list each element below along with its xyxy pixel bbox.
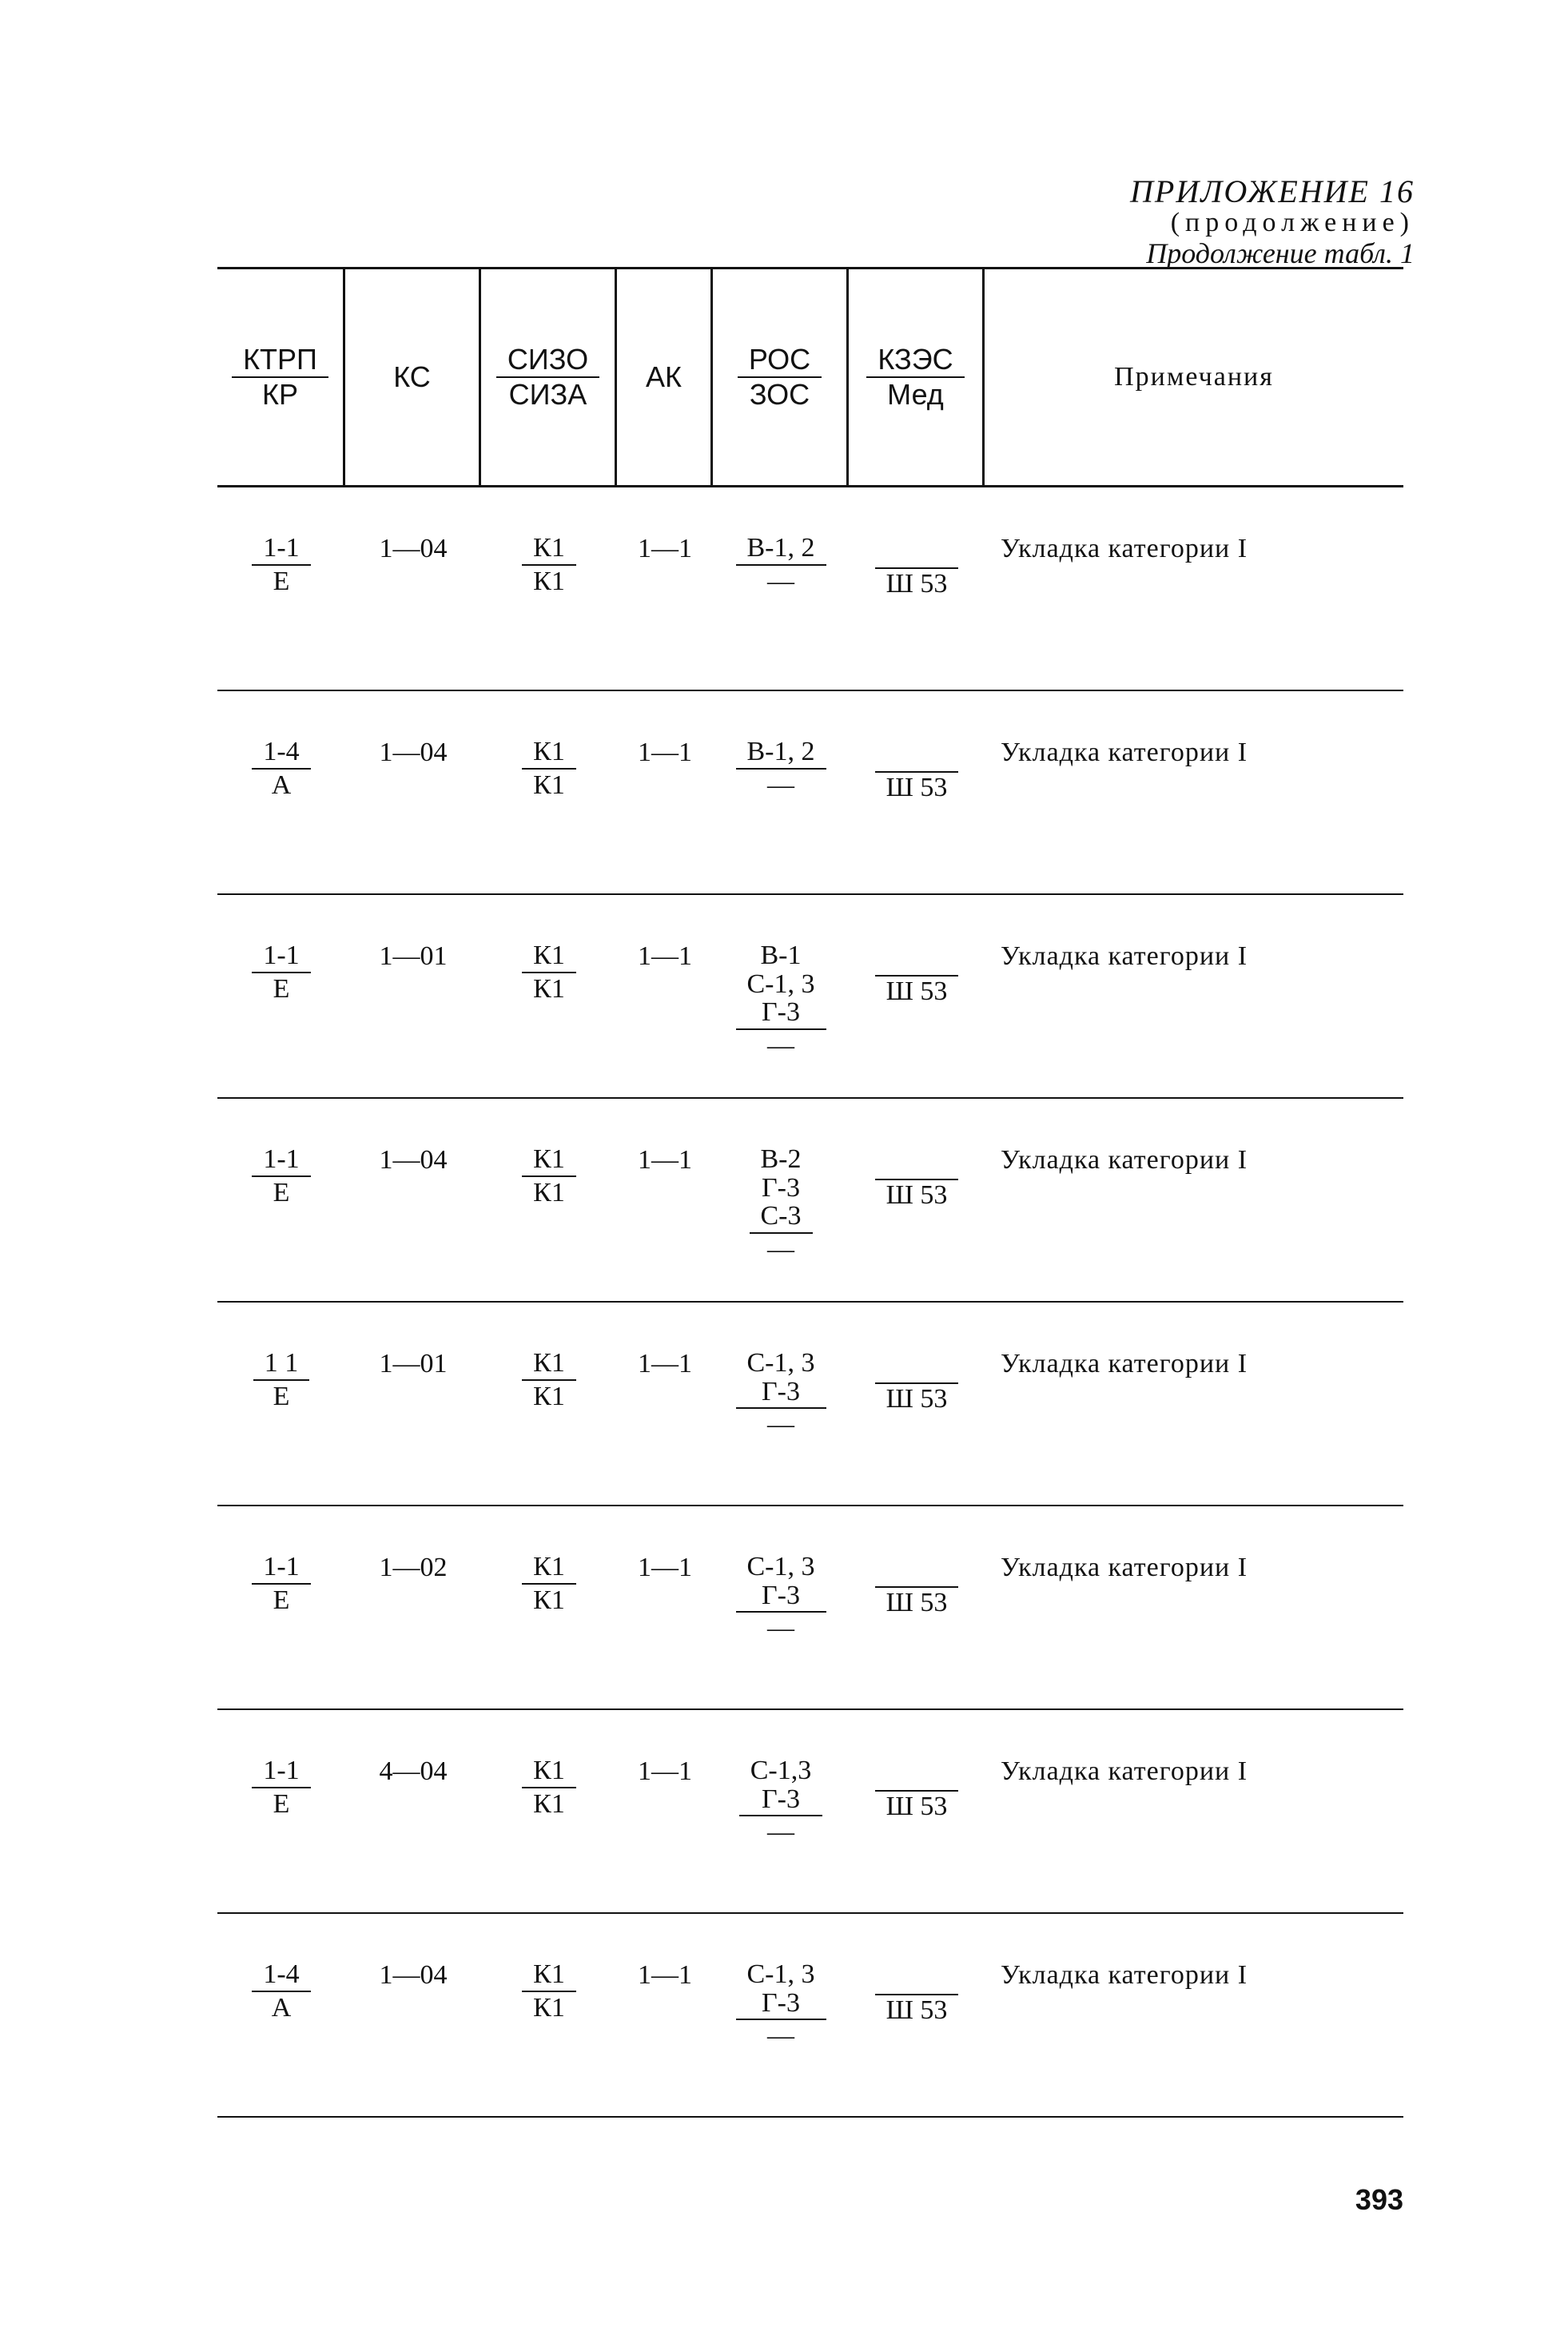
ks-value: 1—04 (379, 534, 448, 563)
cell-ks (345, 487, 481, 690)
table-body (217, 487, 1403, 2118)
sizo-value: К1 (522, 534, 576, 566)
col-ros-zos (713, 269, 849, 485)
cell-kzes-med (849, 1303, 985, 1505)
ks-value: 1—01 (379, 1349, 448, 1378)
ktrp-value: 1-4 (252, 738, 310, 770)
table-continuation-label: Продолжение табл. 1 (1146, 237, 1415, 269)
cell-note (985, 691, 1403, 893)
cell-ak (617, 1710, 713, 1912)
cell-ks (345, 691, 481, 893)
ros-value: С-1, 3 (746, 1552, 815, 1581)
cell-ak (617, 1303, 713, 1505)
ak-value: 1—1 (638, 1960, 692, 1990)
cell-kzes-med (849, 895, 985, 1097)
cell-ros-zos (713, 895, 849, 1097)
sizo-value: К1 (522, 1960, 576, 1992)
ros-value: В-2 (760, 1144, 802, 1174)
cell-ak (617, 1506, 713, 1708)
med-value: Ш 53 (875, 1790, 959, 1912)
ak-value: 1—1 (638, 1553, 692, 1582)
cell-ktrp-kr (217, 487, 345, 690)
cell-ks (345, 1099, 481, 1301)
ros-value: Г-3 (762, 1784, 800, 1814)
col-notes-label: Примечания (1114, 362, 1274, 392)
zos-value: — (767, 1410, 794, 1440)
ak-value: 1—1 (638, 738, 692, 767)
zos-value: — (767, 1613, 794, 1644)
table-row (217, 1303, 1403, 1506)
note-value: Укладка категории I (1001, 1756, 1248, 1786)
cell-sizo-siza (481, 1914, 617, 2116)
table-row (217, 691, 1403, 895)
siza-value: К1 (533, 1585, 565, 1615)
col-ak-label: АК (646, 360, 682, 393)
cell-ktrp-kr (217, 691, 345, 893)
cell-ros-zos (713, 1710, 849, 1912)
med-value: Ш 53 (875, 1586, 959, 1708)
col-sizo-siza (481, 269, 617, 485)
ks-value: 1—04 (379, 1145, 448, 1175)
cell-note (985, 1914, 1403, 2116)
note-value: Укладка категории I (1001, 738, 1248, 767)
med-value: Ш 53 (875, 1994, 959, 2116)
sizo-value: К1 (522, 1145, 576, 1177)
ak-value: 1—1 (638, 1349, 692, 1378)
cell-ks (345, 1914, 481, 2116)
med-value: Ш 53 (875, 1179, 959, 1301)
kr-value: А (271, 770, 292, 800)
cell-ktrp-kr (217, 1099, 345, 1301)
siza-value: К1 (533, 1992, 565, 2023)
col-kr-label: КР (262, 378, 298, 411)
cell-ros-zos (713, 1099, 849, 1301)
col-ktrp-kr (217, 269, 345, 485)
siza-value: К1 (533, 973, 565, 1004)
cell-ros-zos (713, 1506, 849, 1708)
med-value: Ш 53 (875, 975, 959, 1097)
note-value: Укладка категории I (1001, 1553, 1248, 1582)
table-row (217, 487, 1403, 691)
ros-stack (736, 1349, 826, 1409)
cell-kzes-med (849, 691, 985, 893)
cell-ks (345, 895, 481, 1097)
ktrp-value: 1 1 (253, 1349, 310, 1381)
cell-ak (617, 691, 713, 893)
cell-sizo-siza (481, 895, 617, 1097)
kr-value: А (271, 1992, 292, 2023)
col-notes (985, 269, 1403, 485)
ros-value: Г-3 (762, 1580, 800, 1610)
note-value: Укладка категории I (1001, 941, 1248, 971)
ktrp-value: 1-1 (252, 1145, 310, 1177)
page-number: 393 (1355, 2183, 1403, 2216)
cell-sizo-siza (481, 1099, 617, 1301)
cell-note (985, 1710, 1403, 1912)
ros-value: Г-3 (762, 997, 800, 1028)
kr-value: Е (273, 566, 290, 596)
ks-value: 1—01 (379, 941, 448, 971)
kr-value: Е (273, 1585, 290, 1615)
note-value: Укладка категории I (1001, 1960, 1248, 1990)
cell-ros-zos (713, 691, 849, 893)
cell-ros-zos (713, 1914, 849, 2116)
ks-value: 1—02 (379, 1553, 448, 1582)
note-value: Укладка категории I (1001, 1145, 1248, 1175)
cell-ak (617, 1099, 713, 1301)
col-siza-label: СИЗА (508, 378, 587, 411)
siza-value: К1 (533, 1788, 565, 1819)
cell-sizo-siza (481, 1710, 617, 1912)
ks-value: 1—04 (379, 1960, 448, 1990)
table-row (217, 1506, 1403, 1710)
cell-sizo-siza (481, 691, 617, 893)
cell-note (985, 1099, 1403, 1301)
note-value: Укладка категории I (1001, 534, 1248, 563)
sizo-value: К1 (522, 1553, 576, 1585)
kr-value: Е (273, 1788, 290, 1819)
ros-value: С-1, 3 (746, 1959, 815, 1989)
col-ros-label: РОС (738, 344, 822, 378)
data-table (217, 267, 1403, 2118)
cell-ak (617, 895, 713, 1097)
col-ktrp-label: КТРП (232, 344, 328, 378)
cell-kzes-med (849, 1506, 985, 1708)
cell-ktrp-kr (217, 1303, 345, 1505)
ros-stack (736, 1553, 826, 1613)
ak-value: 1—1 (638, 1145, 692, 1175)
ros-stack (750, 1145, 813, 1234)
ktrp-value: 1-1 (252, 1756, 310, 1788)
cell-sizo-siza (481, 487, 617, 690)
appendix-title: ПРИЛОЖЕНИЕ 16 (1130, 173, 1415, 209)
med-value: Ш 53 (875, 567, 959, 690)
med-value: Ш 53 (875, 771, 959, 893)
col-ks-label: КС (393, 360, 431, 393)
ros-value: С-1,3 (750, 1756, 812, 1785)
ros-stack (736, 534, 826, 566)
table-row (217, 1710, 1403, 1914)
ak-value: 1—1 (638, 941, 692, 971)
page-header (1130, 174, 1415, 269)
col-med-label: Мед (887, 378, 944, 411)
cell-kzes-med (849, 1099, 985, 1301)
ktrp-value: 1-4 (252, 1960, 310, 1992)
ros-stack (736, 738, 826, 770)
cell-note (985, 1303, 1403, 1505)
ktrp-value: 1-1 (252, 534, 310, 566)
ros-stack (739, 1756, 823, 1816)
siza-value: К1 (533, 1381, 565, 1411)
sizo-value: К1 (522, 1349, 576, 1381)
ros-value: С-1, 3 (746, 1348, 815, 1378)
zos-value: — (767, 566, 794, 596)
kr-value: Е (273, 973, 290, 1004)
kr-value: Е (273, 1177, 290, 1207)
zos-value: — (767, 1817, 794, 1848)
ktrp-value: 1-1 (252, 1553, 310, 1585)
col-kzes-med (849, 269, 985, 485)
ros-value: С-3 (760, 1201, 802, 1231)
kr-value: Е (273, 1381, 290, 1411)
sizo-value: К1 (522, 738, 576, 770)
ros-value: В-1, 2 (746, 533, 815, 563)
ks-value: 4—04 (379, 1756, 448, 1786)
cell-ak (617, 487, 713, 690)
siza-value: К1 (533, 566, 565, 596)
cell-ak (617, 1914, 713, 2116)
ak-value: 1—1 (638, 1756, 692, 1786)
cell-kzes-med (849, 1710, 985, 1912)
ros-stack (736, 1960, 826, 2020)
col-ks (345, 269, 481, 485)
cell-note (985, 895, 1403, 1097)
ktrp-value: 1-1 (252, 941, 310, 973)
cell-sizo-siza (481, 1303, 617, 1505)
ks-value: 1—04 (379, 738, 448, 767)
cell-ktrp-kr (217, 1710, 345, 1912)
ros-value: Г-3 (762, 1172, 800, 1203)
ros-value: С-1, 3 (746, 969, 815, 999)
note-value: Укладка категории I (1001, 1349, 1248, 1378)
ros-value: В-1, 2 (746, 737, 815, 766)
col-ak (617, 269, 713, 485)
table-row (217, 895, 1403, 1099)
cell-note (985, 487, 1403, 690)
cell-ks (345, 1710, 481, 1912)
cell-ks (345, 1303, 481, 1505)
col-kzes-label: КЗЭС (866, 344, 964, 378)
zos-value: — (767, 1031, 794, 1061)
cell-ktrp-kr (217, 895, 345, 1097)
cell-ros-zos (713, 1303, 849, 1505)
zos-value: — (767, 770, 794, 800)
med-value: Ш 53 (875, 1382, 959, 1505)
cell-ktrp-kr (217, 1914, 345, 2116)
table-header (217, 267, 1403, 487)
col-zos-label: ЗОС (749, 378, 810, 411)
table-row (217, 1914, 1403, 2118)
cell-ks (345, 1506, 481, 1708)
siza-value: К1 (533, 1177, 565, 1207)
cell-kzes-med (849, 487, 985, 690)
ros-stack (736, 941, 826, 1030)
cell-sizo-siza (481, 1506, 617, 1708)
table-row (217, 1099, 1403, 1303)
sizo-value: К1 (522, 1756, 576, 1788)
col-sizo-label: СИЗО (496, 344, 599, 378)
siza-value: К1 (533, 770, 565, 800)
ros-value: В-1 (760, 941, 802, 970)
cell-ktrp-kr (217, 1506, 345, 1708)
ros-value: Г-3 (762, 1376, 800, 1406)
zos-value: — (767, 1235, 794, 1265)
cell-ros-zos (713, 487, 849, 690)
cell-kzes-med (849, 1914, 985, 2116)
sizo-value: К1 (522, 941, 576, 973)
continuation-label: (продолжение) (1170, 208, 1415, 238)
ros-value: Г-3 (762, 1987, 800, 2018)
ak-value: 1—1 (638, 534, 692, 563)
cell-note (985, 1506, 1403, 1708)
zos-value: — (767, 2021, 794, 2051)
